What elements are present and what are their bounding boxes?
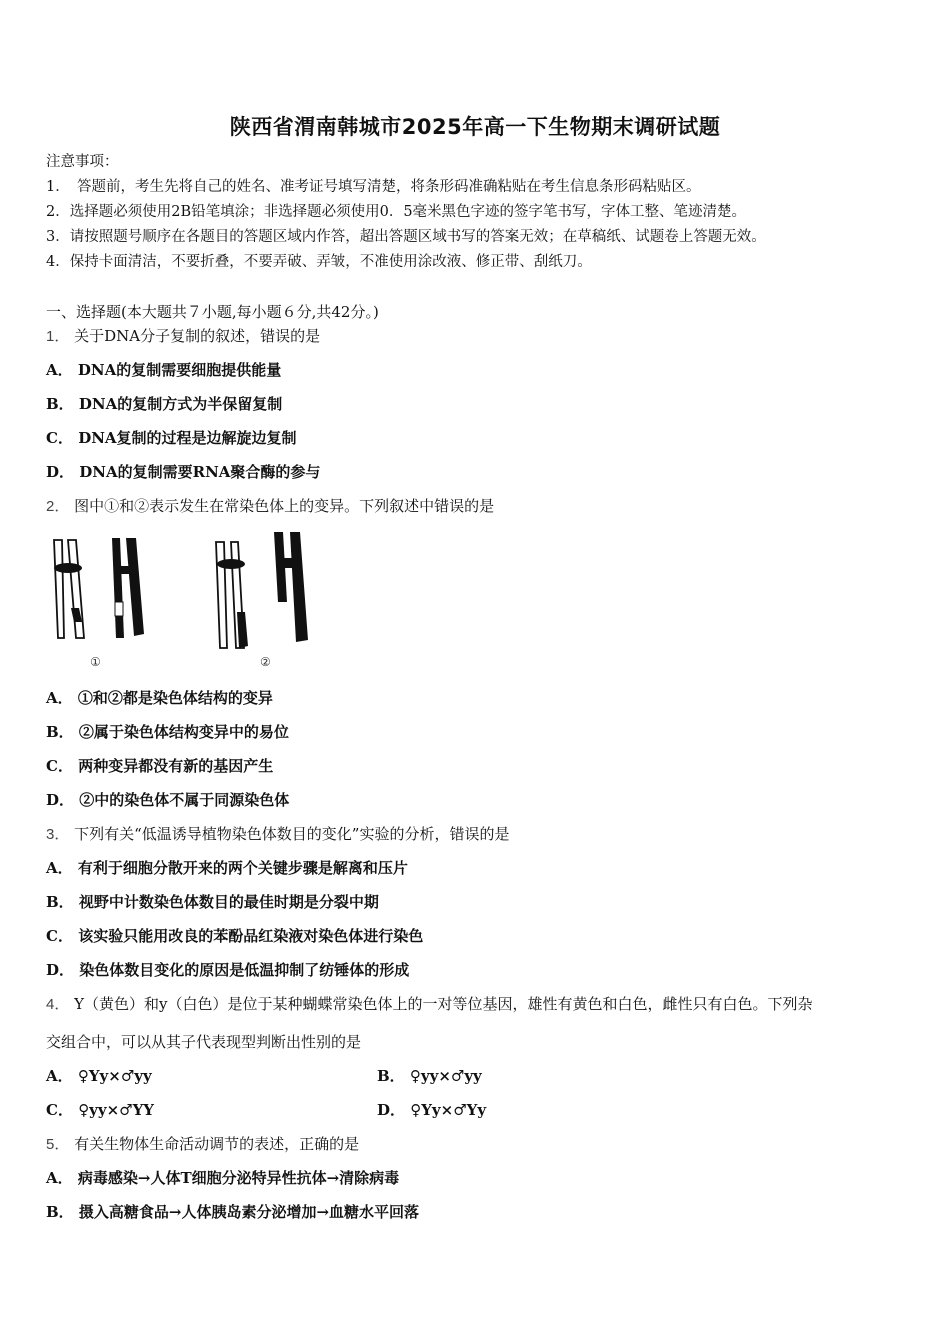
question-number: 2． <box>46 498 70 515</box>
question-4-stem <box>46 994 813 1015</box>
question-1-stem <box>46 326 320 347</box>
question-5-stem <box>46 1134 359 1155</box>
figure-1-chromosomes <box>54 538 144 638</box>
q3-option-a[interactable]: A． 有利于细胞分散开来的两个关键步骤是解离和压片 <box>46 859 408 877</box>
question-text: 下列有关“低温诱导植物染色体数目的变化”实验的分析，错误的是 <box>74 825 510 843</box>
question-number: 3． <box>46 826 70 843</box>
q4-option-c[interactable]: C． ♀yy×♂YY <box>46 1101 155 1119</box>
question-text: 图中①和②表示发生在常染色体上的变异。下列叙述中错误的是 <box>74 497 495 515</box>
chromosome-figure <box>46 530 316 675</box>
q3-option-b[interactable]: B． 视野中计数染色体数目的最佳时期是分裂中期 <box>46 893 379 911</box>
notice-item-4: 4．保持卡面清洁，不要折叠，不要弄破、弄皱，不准使用涂改液、修正带、刮纸刀。 <box>46 254 592 270</box>
q2-option-b[interactable]: B． ②属于染色体结构变异中的易位 <box>46 723 289 741</box>
q3-option-c[interactable]: C． 该实验只能用改良的苯酚品红染液对染色体进行染色 <box>46 927 424 945</box>
q1-option-b[interactable]: B． DNA的复制方式为半保留复制 <box>46 395 283 413</box>
q4-option-a[interactable]: A． ♀Yy×♂yy <box>46 1067 152 1085</box>
notice-item-3: 3．请按照题号顺序在各题目的答题区域内作答，超出答题区域书写的答案无效；在草稿纸、试题卷上答题无效。 <box>46 229 766 245</box>
page-title: 陕西省渭南韩城市2025年高一下生物期末调研试题 <box>229 115 721 139</box>
figure-1-label: ① <box>90 655 101 669</box>
q5-option-b[interactable]: B． 摄入高糖食品→人体胰岛素分泌增加→血糖水平回落 <box>46 1203 420 1221</box>
question-number: 1． <box>46 328 70 345</box>
chromosome-diagram <box>46 530 316 675</box>
question-text: 有关生物体生命活动调节的表述，正确的是 <box>74 1135 360 1153</box>
question-3-stem <box>46 824 509 845</box>
q4-option-b[interactable]: B． ♀yy×♂yy <box>377 1067 482 1085</box>
question-4-stem-cont: 交组合中，可以从其子代表现型判断出性别的是 <box>46 1033 362 1051</box>
q1-option-a[interactable]: A． DNA的复制需要细胞提供能量 <box>46 361 282 379</box>
q3-option-d[interactable]: D． 染色体数目变化的原因是低温抑制了纺锤体的形成 <box>46 961 410 979</box>
question-text: Y（黄色）和y（白色）是位于某种蝴蝶常染色体上的一对等位基因，雄性有黄色和白色，雌性只有白色。下列杂 <box>74 995 813 1013</box>
q2-option-c[interactable]: C． 两种变异都没有新的基因产生 <box>46 757 274 775</box>
q1-option-c[interactable]: C． DNA复制的过程是边解旋边复制 <box>46 429 297 447</box>
notice-item-2: 2．选择题必须使用2B铅笔填涂；非选择题必须使用0．5毫米黑色字迹的签字笔书写，字体工整、笔迹清楚。 <box>46 204 747 220</box>
question-number: 5． <box>46 1136 70 1153</box>
question-2-stem <box>46 496 494 517</box>
figure-2-chromosomes <box>216 532 308 648</box>
q2-option-a[interactable]: A． ①和②都是染色体结构的变异 <box>46 689 273 707</box>
question-text: 关于DNA分子复制的叙述，错误的是 <box>74 327 321 345</box>
question-number: 4． <box>46 996 70 1013</box>
q2-option-d[interactable]: D． ②中的染色体不属于同源染色体 <box>46 791 290 809</box>
q4-option-d[interactable]: D． ♀Yy×♂Yy <box>377 1101 487 1119</box>
notice-heading: 注意事项： <box>46 154 119 170</box>
q5-option-a[interactable]: A． 病毒感染→人体T细胞分泌特异性抗体→清除病毒 <box>46 1169 400 1187</box>
notice-item-1: 1． 答题前，考生先将自己的姓名、准考证号填写清楚，将条形码准确粘贴在考生信息条形码粘贴区。 <box>46 179 701 195</box>
figure-2-label: ② <box>260 655 271 669</box>
section-heading: 一、选择题(本大题共７小题,每小题６分,共42分。) <box>46 303 379 321</box>
q1-option-d[interactable]: D． DNA的复制需要RNA聚合酶的参与 <box>46 463 321 481</box>
